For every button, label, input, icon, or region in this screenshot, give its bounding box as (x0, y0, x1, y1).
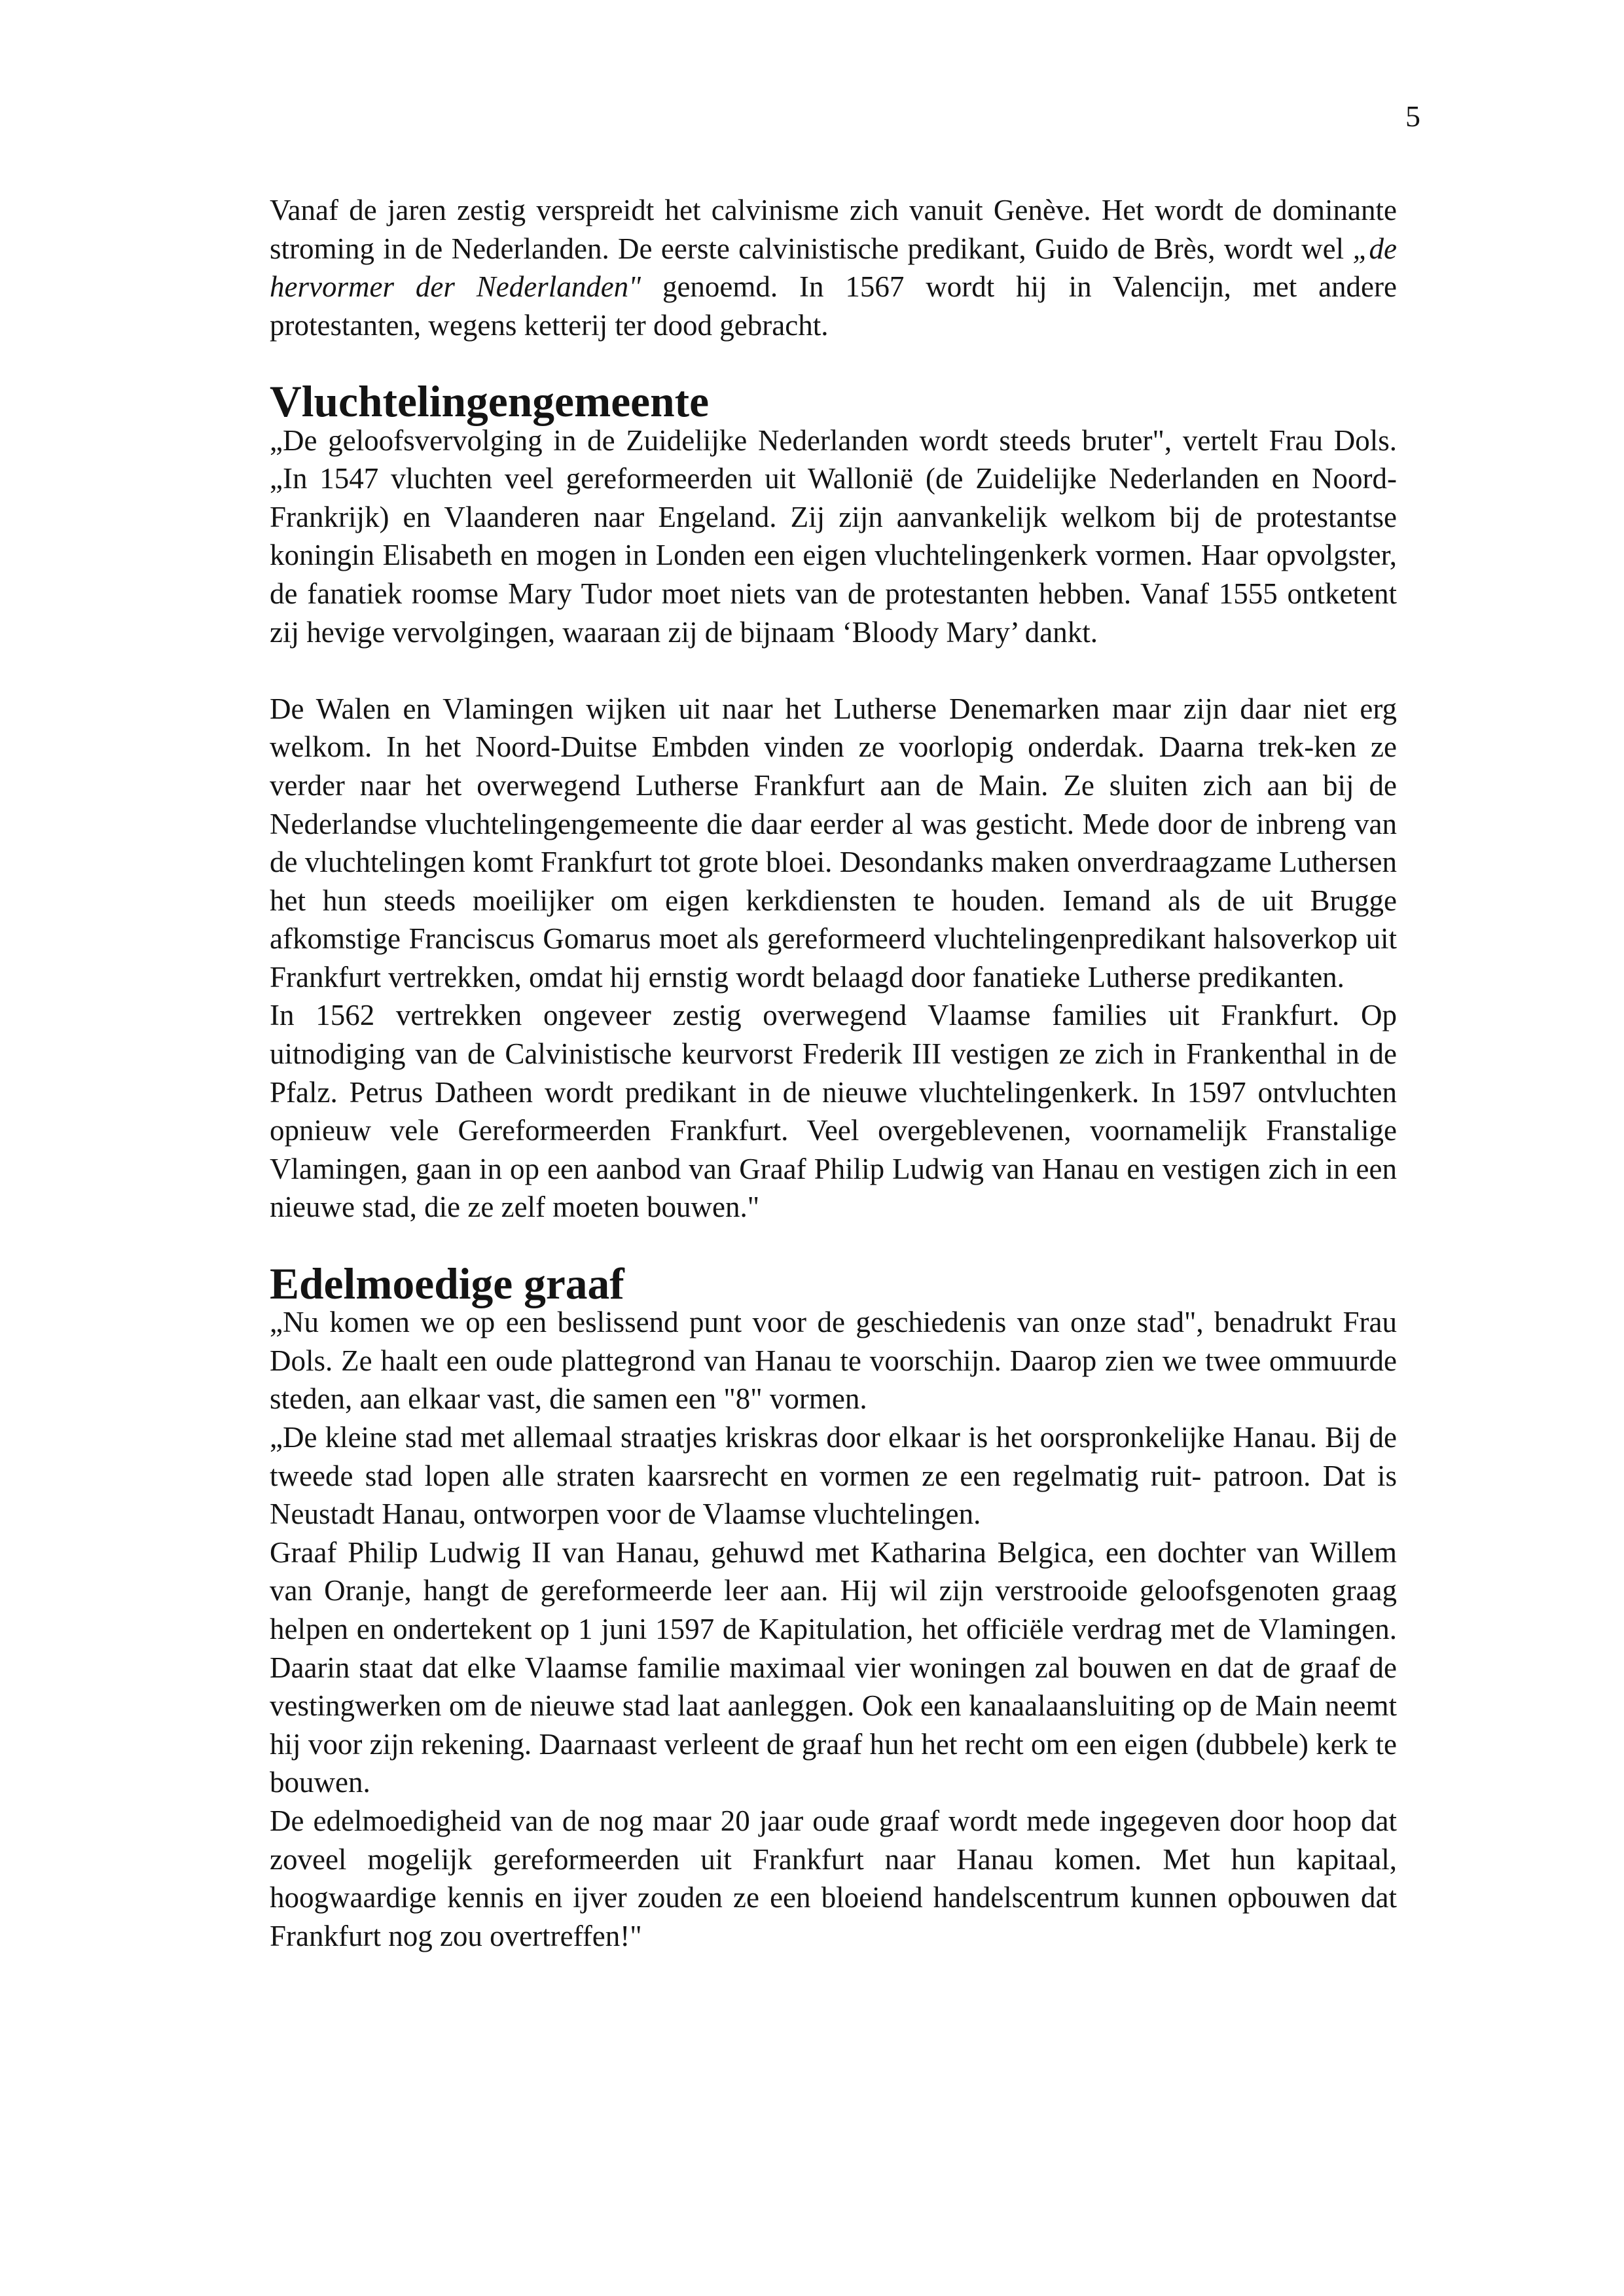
graaf-paragraph-1: „Nu komen we op een beslissend punt voor de geschiedenis van onze stad", benadrukt Frau Dols. Ze haalt een oude plattegrond van Hanau te voorschijn. Daarop zien we twee ommuurde steden, aan elkaar vast, die samen een "8" vormen. (270, 1306, 1397, 1416)
section-heading-edelmoedige-graaf: Edelmoedige graaf (270, 1259, 624, 1308)
intro-quote: „de hervormer der Nederlanden" (270, 232, 1397, 304)
intro-text-start: Vanaf de jaren zestig verspreidt het calvinisme zich vanuit Genève. Het wordt de dominante stroming in de Nederlanden. De eerste calvinistische predikant, Guido de Brès, wordt wel (270, 194, 1397, 265)
intro-paragraph (270, 191, 1397, 344)
vlucht-paragraph-2: De Walen en Vlamingen wijken uit naar het Lutherse Denemarken maar zijn daar niet erg welkom. In het Noord-Duitse Embden vinden ze voorlopig onderdak. Daarna trek-ken ze verder naar het overwegend Lutherse Frankfurt aan de Main. Ze sluiten zich aan bij de Nederlandse vluchtelingengemeente die daar eerder al was gesticht. Mede door de inbreng van de vluchtelingen komt Frankfurt tot grote bloei. Desondanks maken onverdraagzame Luthersen het hun steeds moeilijker om eigen kerkdiensten te houden. Iemand als de uit Brugge afkomstige Franciscus Gomarus moet als gereformeerd vluchtelingenpredikant halsoverkop uit Frankfurt vertrekken, omdat hij ernstig wordt belaagd door fanatieke Lutherse predikanten. (270, 692, 1397, 994)
graaf-paragraph-2: „De kleine stad met allemaal straatjes kriskras door elkaar is het oorspronkelijke Hanau. Bij de tweede stad lopen alle straten kaarsrecht en vormen ze een regelmatig ruit- patroon. Dat is Neustadt Hanau, ontworpen voor de Vlaamse vluchtelingen. (270, 1421, 1397, 1531)
intro-text-end: genoemd. In 1567 wordt hij in Valencijn, met andere protestanten, wegens ketterij ter dood gebracht. (270, 270, 1397, 342)
graaf-paragraph-3: Graaf Philip Ludwig II van Hanau, gehuwd met Katharina Belgica, een dochter van Willem van Oranje, hangt de gereformeerde leer aan. Hij wil zijn verstrooide geloofsgenoten graag helpen en ondertekent op 1 juni 1597 de Kapitulation, het officiële verdrag met de Vlamingen. Daarin staat dat elke Vlaamse familie maximaal vier woningen zal bouwen en dat de graaf de vestingwerken om de nieuwe stad laat aanleggen. Ook een kanaalaansluiting op de Main neemt hij voor zijn rekening. Daarnaast verleent de graaf hun het recht om een eigen (dubbele) kerk te bouwen. (270, 1535, 1397, 1799)
document-body (270, 191, 1397, 1955)
vlucht-paragraph-1: „De geloofsvervolging in de Zuidelijke Nederlanden wordt steeds bruter", vertelt Frau Dols. „In 1547 vluchten veel gereformeerden uit Wallonië (de Zuidelijke Nederlanden en Noord- Frankrijk) en Vlaanderen naar Engeland. Zij zijn aanvankelijk welkom bij de protestantse koningin Elisabeth en mogen in Londen een eigen vluchtelingenkerk vormen. Haar opvolgster, de fanatiek roomse Mary Tudor moet niets van de protestanten hebben. Vanaf 1555 ontketent zij hevige vervolgingen, waaraan zij de bijnaam ‘Bloody Mary’ dankt. (270, 423, 1397, 649)
section-heading-vluchtelingengemeente: Vluchtelingengemeente (270, 376, 710, 426)
graaf-paragraph-4: De edelmoedigheid van de nog maar 20 jaar oude graaf wordt mede ingegeven door hoop dat zoveel mogelijk gereformeerden uit Frankfurt naar Hanau komen. Met hun kapitaal, hoogwaardige kennis en ijver zouden ze een bloeiend handelscentrum kunnen opbouwen dat Frankfurt nog zou overtreffen!" (270, 1804, 1397, 1952)
paragraph-spacer (270, 651, 1397, 690)
page-number: 5 (1405, 99, 1420, 133)
vlucht-paragraph-3: In 1562 vertrekken ongeveer zestig overwegend Vlaamse families uit Frankfurt. Op uitnodiging van de Calvinistische keurvorst Frederik III vestigen ze zich in Frankenthal in de Pfalz. Petrus Datheen wordt predikant in de nieuwe vluchtelingenkerk. In 1597 ontvluchten opnieuw vele Gereformeerden Frankfurt. Veel overgeblevenen, voornamelijk Franstalige Vlamingen, gaan in op een aanbod van Graaf Philip Ludwig van Hanau en vestigen zich in een nieuwe stad, die ze zelf moeten bouwen." (270, 999, 1397, 1224)
